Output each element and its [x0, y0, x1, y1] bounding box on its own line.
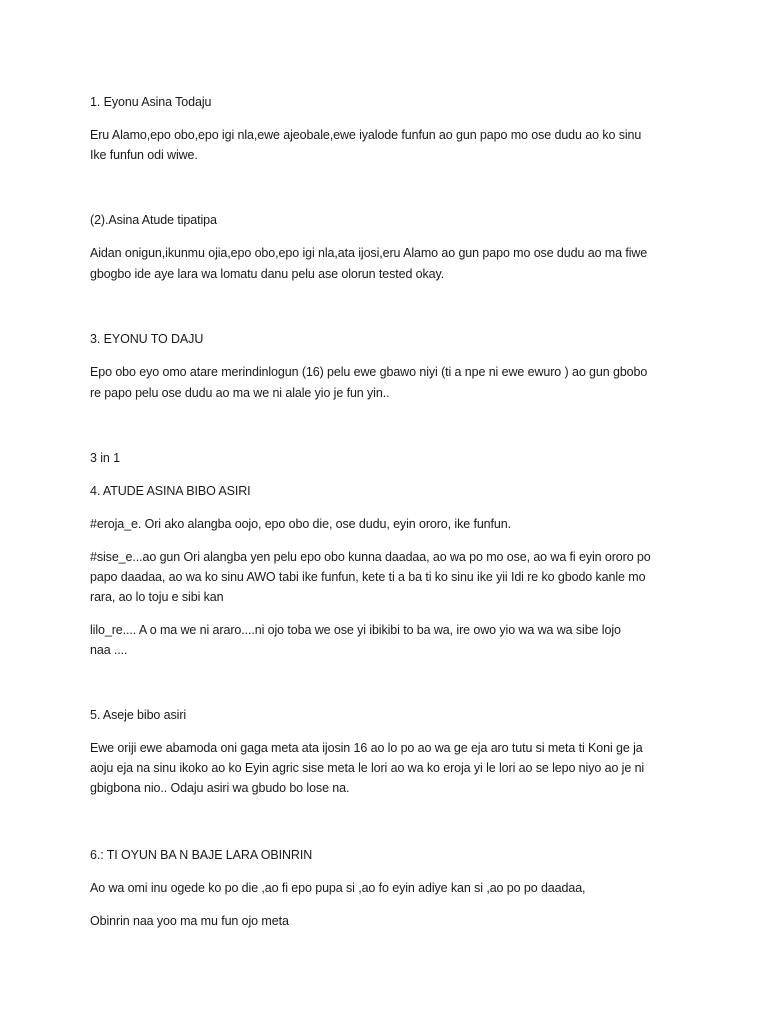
paragraph-5-line-2: aoju eja na sinu ikoko ao ko Eyin agric sise meta le lori ao wa ko eroja yi le lori ao se lepo niyo ao je ni: [90, 761, 645, 775]
preparation-line-3: rara, ao lo toju e sibi kan: [90, 590, 224, 604]
usage-line-2: naa ....: [90, 643, 128, 657]
paragraph-5-line-3: gbigbona nio.. Odaju asiri wa gbudo bo lose na.: [90, 781, 350, 795]
heading-6: 6.: TI OYUN BA N BAJE LARA OBINRIN: [90, 848, 313, 862]
heading-4: 4. ATUDE ASINA BIBO ASIRI: [90, 484, 251, 498]
paragraph-2-line-1: Aidan onigun,ikunmu ojia,epo obo,epo igi nla,ata ijosi,eru Alamo ao gun papo mo ose dudu ao ma fiwe: [90, 246, 648, 260]
paragraph-3-line-1: Epo obo eyo omo atare merindinlogun (16) pelu ewe gbawo niyi (ti a npe ni ewe ewuro ) ao gun gbobo: [90, 365, 648, 379]
paragraph-6-line-2: Obinrin naa yoo ma mu fun ojo meta: [90, 914, 289, 928]
paragraph-6-line-1: Ao wa omi inu ogede ko po die ,ao fi epo pupa si ,ao fo eyin adiye kan si ,ao po po daadaa,: [90, 881, 586, 895]
usage-line-1: lilo_re.... A o ma we ni araro....ni ojo toba we ose yi ibikibi to ba wa, ire owo yio wa wa wa sibe lojo: [90, 623, 621, 637]
heading-2: (2).Asina Atude tipatipa: [90, 213, 217, 227]
subheading-3-in-1: 3 in 1: [90, 451, 120, 465]
paragraph-1-line-1: Eru Alamo,epo obo,epo igi nla,ewe ajeobale,ewe iyalode funfun ao gun papo mo ose dudu ao ko sinu: [90, 128, 642, 142]
paragraph-5-line-1: Ewe oriji ewe abamoda oni gaga meta ata ijosin 16 ao lo po ao wa ge eja aro tutu si meta ti Koni ge ja: [90, 741, 643, 755]
heading-5: 5. Aseje bibo asiri: [90, 708, 187, 722]
ingredients-line: #eroja_e. Ori ako alangba oojo, epo obo die, ose dudu, eyin ororo, ike funfun.: [90, 517, 511, 531]
paragraph-1-line-2: Ike funfun odi wiwe.: [90, 148, 198, 162]
heading-3: 3. EYONU TO DAJU: [90, 332, 204, 346]
paragraph-2-line-2: gbogbo ide aye lara wa lomatu danu pelu ase olorun tested okay.: [90, 267, 445, 281]
heading-1: 1. Eyonu Asina Todaju: [90, 95, 212, 109]
preparation-line-1: #sise_e...ao gun Ori alangba yen pelu epo obo kunna daadaa, ao wa po mo ose, ao wa fi eyin ororo po: [90, 550, 651, 564]
preparation-line-2: papo daadaa, ao wa ko sinu AWO tabi ike funfun, kete ti a ba ti ko sinu ike yii Idi re ko gbodo kanle mo: [90, 570, 646, 584]
paragraph-3-line-2: re papo pelu ose dudu ao ma we ni alale yio je fun yin..: [90, 386, 390, 400]
